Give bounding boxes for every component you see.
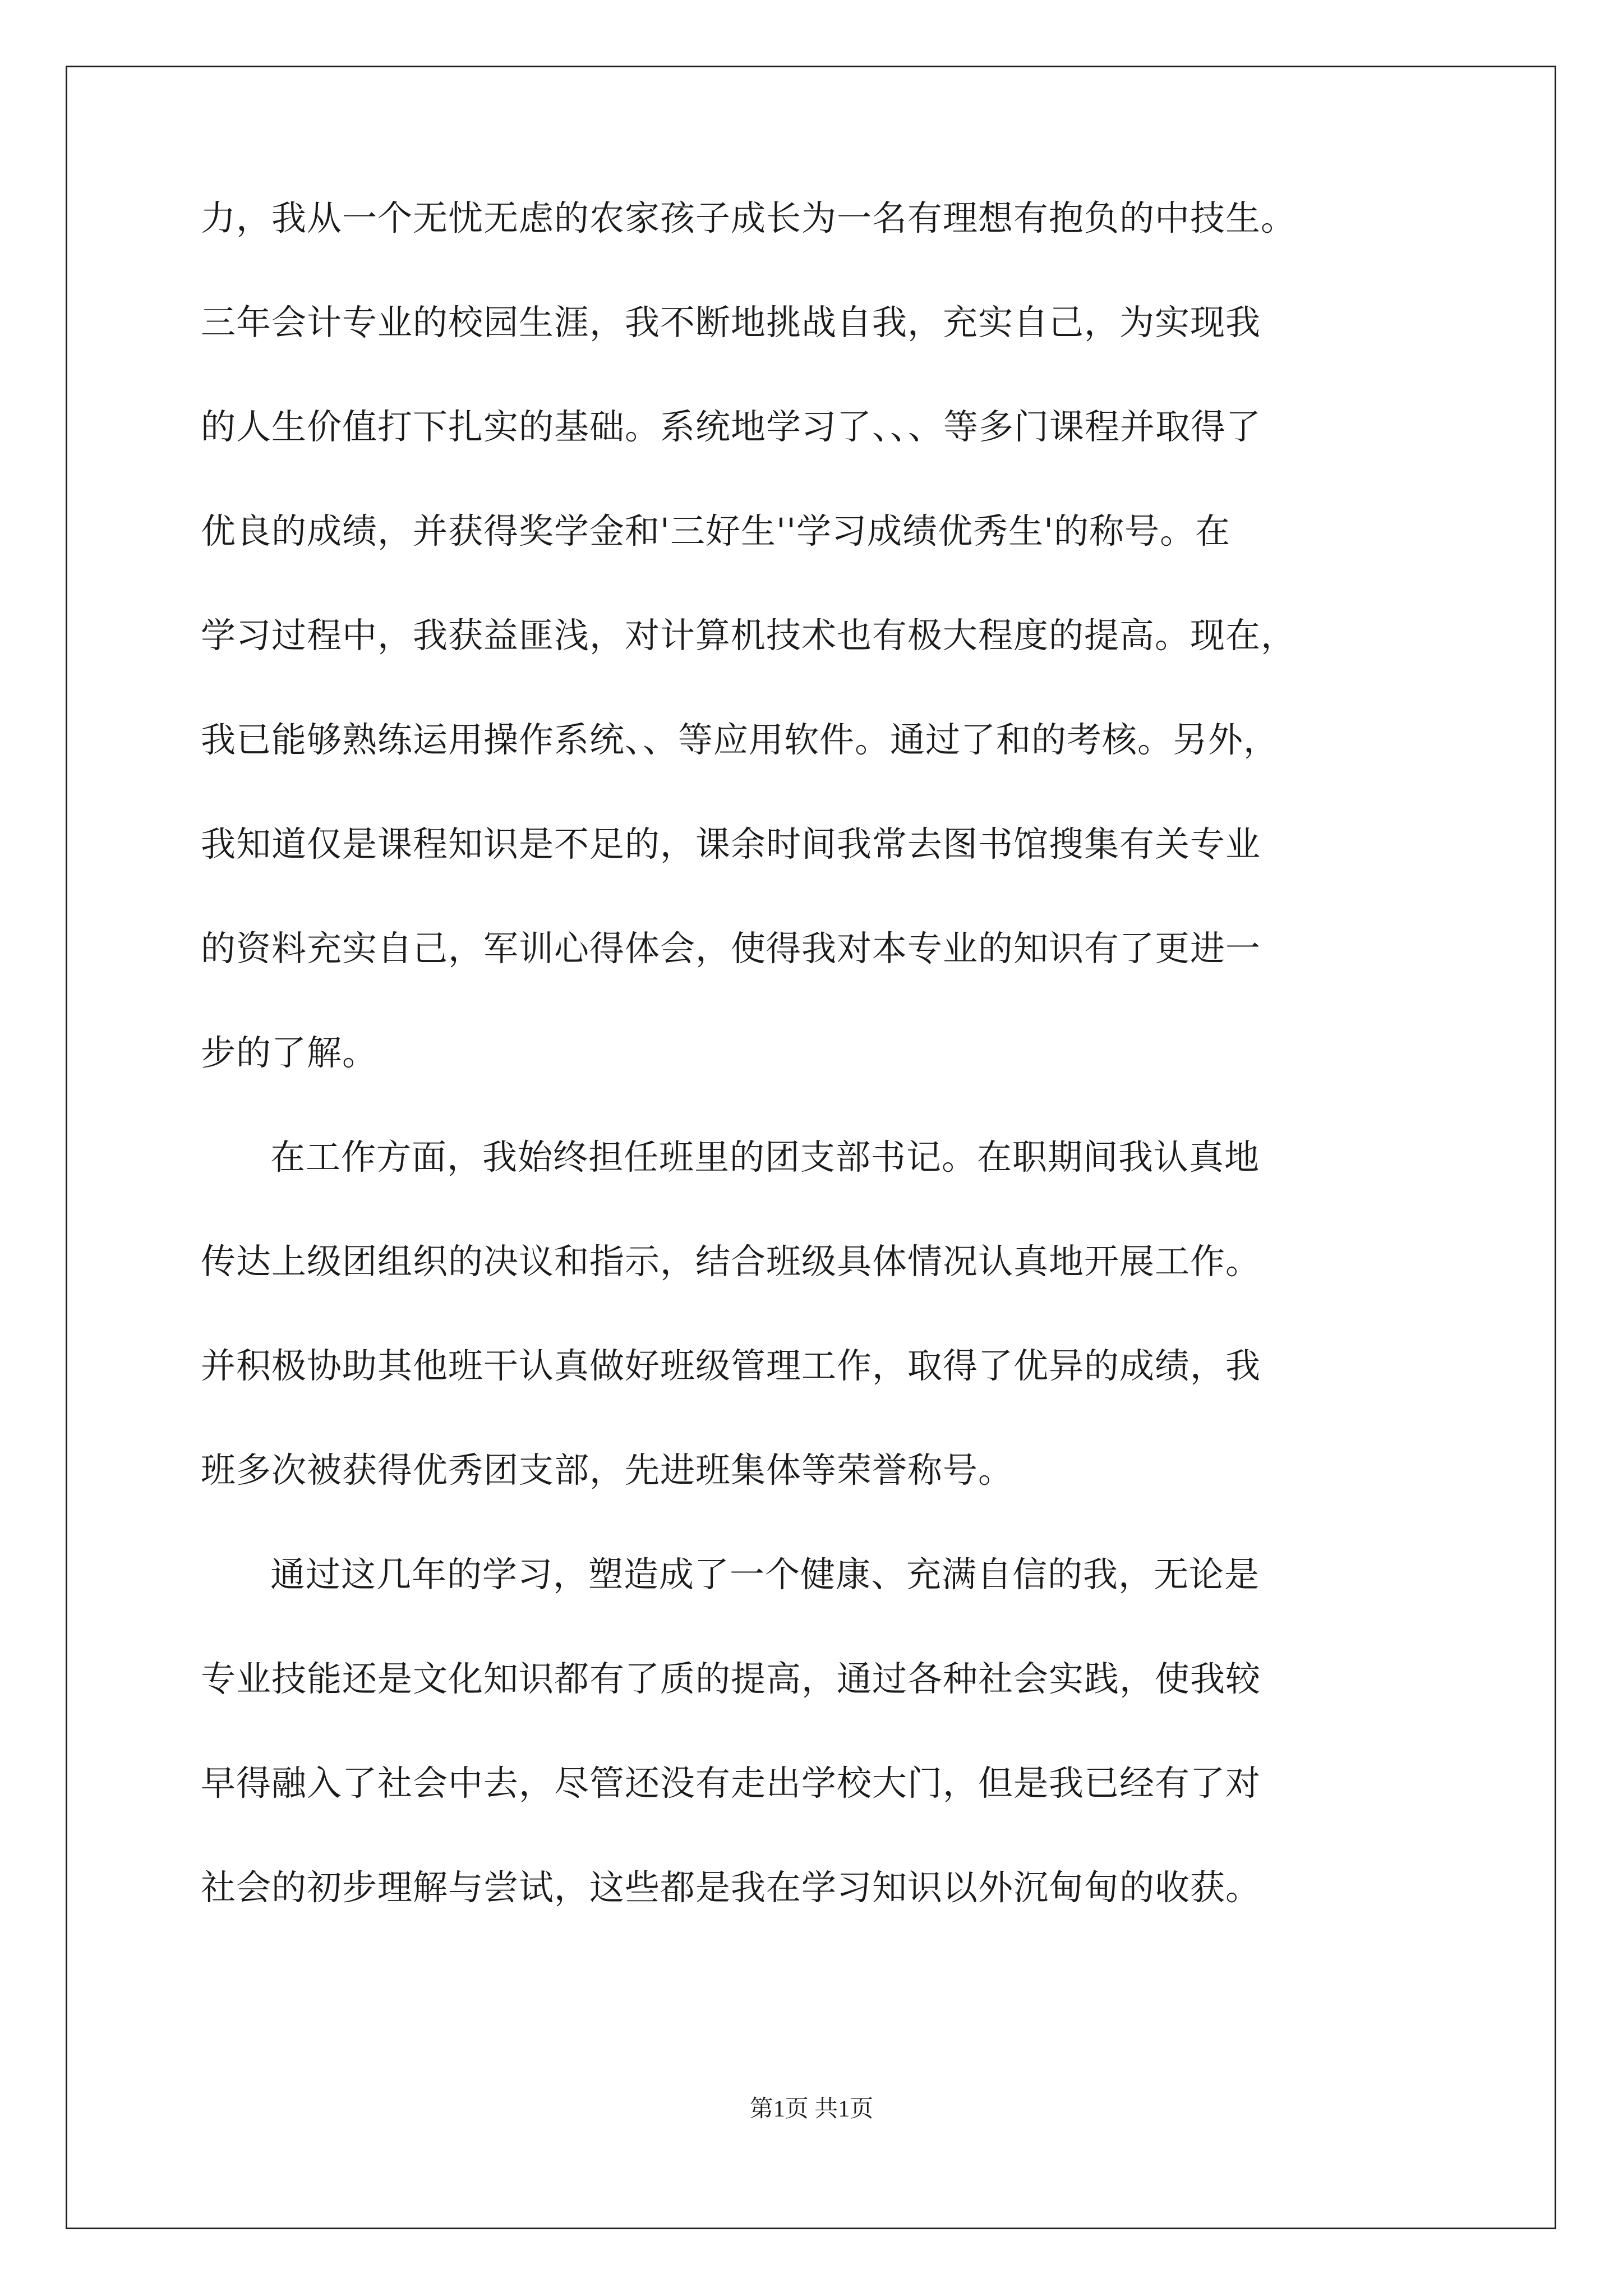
text-line: 力，我从一个无忧无虑的农家孩子成长为一名有理想有抱负的中技生。 — [201, 197, 1297, 238]
text-line: 三年会计专业的校园生涯，我不断地挑战自我，充实自己，为实现我 — [201, 302, 1261, 343]
paragraph-start-line: 在工作方面，我始终担任班里的团支部书记。在职期间我认真地 — [270, 1137, 1260, 1177]
document-body — [201, 197, 1431, 1975]
text-line: 我知道仅是课程知识是不足的，课余时间我常去图书馆搜集有关专业 — [201, 823, 1261, 864]
text-line: 优良的成绩，并获得奖学金和'三好生''学习成绩优秀生'的称号。在 — [201, 510, 1231, 551]
text-line: 社会的初步理解与尝试，这些都是我在学习知识以外沉甸甸的收获。 — [201, 1867, 1261, 1908]
text-line: 步的了解。 — [201, 1032, 378, 1073]
text-line: 学习过程中，我获益匪浅，对计算机技术也有极大程度的提高。现在， — [201, 615, 1297, 656]
paragraph-start-line: 通过这几年的学习，塑造成了一个健康、充满自信的我，无论是 — [270, 1554, 1260, 1595]
text-line: 我已能够熟练运用操作系统、、等应用软件。通过了和的考核。另外， — [201, 719, 1279, 760]
page-number-footer: 第1页 共1页 — [749, 2096, 874, 2122]
text-line: 早得融入了社会中去，尽管还没有走出学校大门，但是我已经有了对 — [201, 1763, 1261, 1803]
text-line: 班多次被获得优秀团支部，先进班集体等荣誉称号。 — [201, 1450, 1014, 1490]
text-line: 传达上级团组织的决议和指示，结合班级具体情况认真地开展工作。 — [201, 1241, 1261, 1282]
text-line: 专业技能还是文化知识都有了质的提高，通过各种社会实践，使我较 — [201, 1658, 1261, 1699]
text-line: 的资料充实自己，军训心得体会，使得我对本专业的知识有了更进一 — [201, 928, 1261, 969]
text-line: 并积极协助其他班干认真做好班级管理工作，取得了优异的成绩，我 — [201, 1345, 1261, 1386]
text-line: 的人生价值打下扎实的基础。系统地学习了、、、等多门课程并取得了 — [201, 406, 1262, 447]
